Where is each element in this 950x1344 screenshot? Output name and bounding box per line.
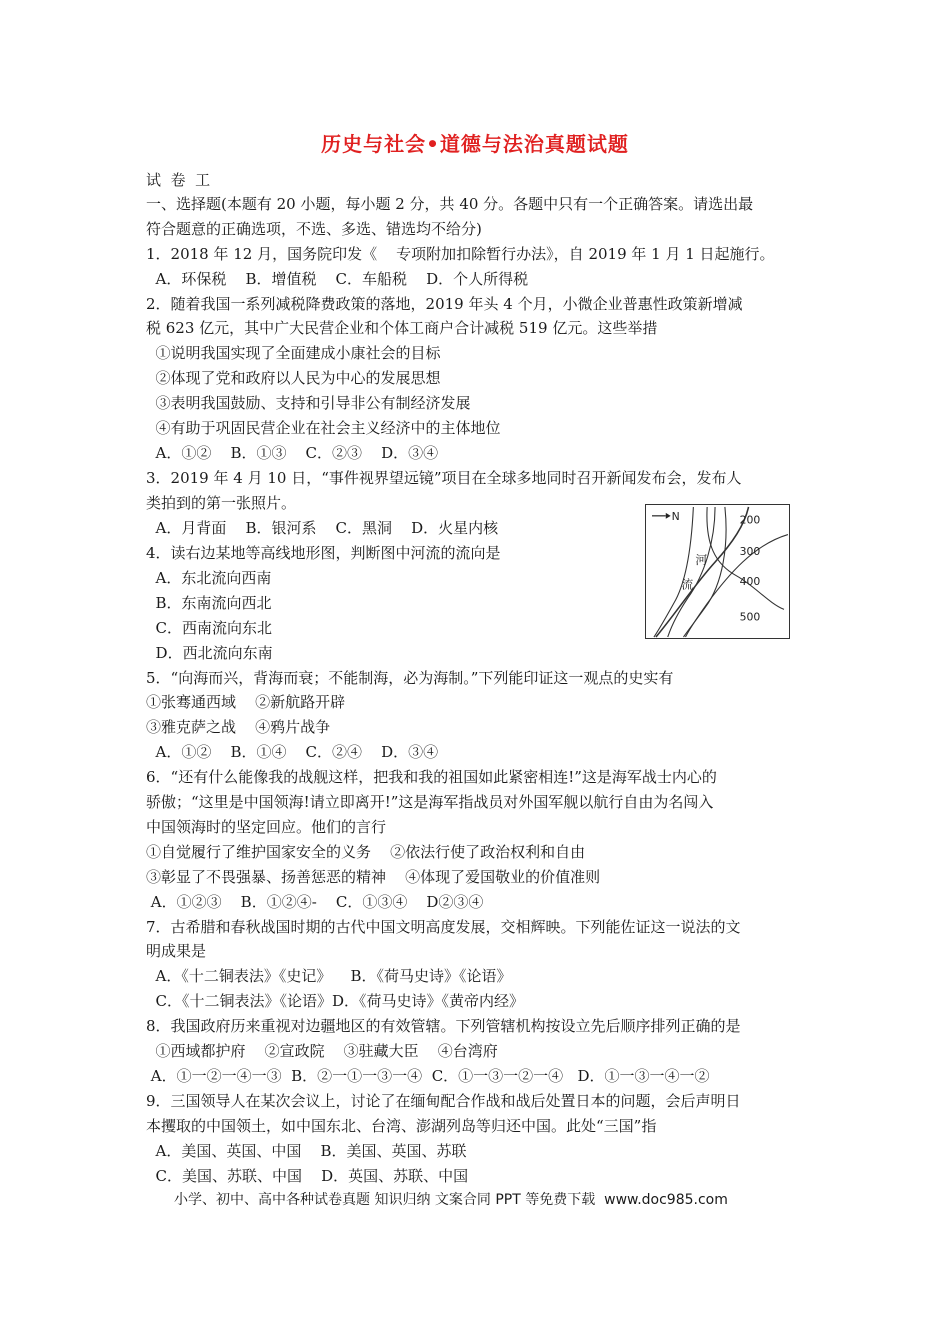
text-line: 试 卷 工	[146, 171, 211, 189]
text-line: 一、选择题(本题有 20 小题，每小题 2 分，共 40 分。各题中只有一个正确答案。请选出最	[146, 195, 754, 213]
text-line: 税 623 亿元，其中广大民营企业和个体工商户合计减税 519 亿元。这些举措	[146, 319, 658, 337]
contour-label-200: 200	[739, 513, 761, 527]
text-line: A．月背面 B．银河系 C．黑洞 D．火星内核	[146, 519, 499, 537]
text-line: ①自觉履行了维护国家安全的义务 ②依法行使了政治权利和自由	[146, 843, 586, 861]
text-line: A．①② B．①④ C．②④ D．③④	[146, 743, 439, 761]
text-line: ③雅克萨之战 ④鸦片战争	[146, 718, 331, 736]
river-char-1: 河	[695, 553, 708, 568]
page-footer: 小学、初中、高中各种试卷真题 知识归纳 文案合同 PPT 等免费下载 www.doc985.com	[174, 1192, 728, 1208]
north-label: N	[671, 509, 680, 523]
text-line: C．《十二铜表法》《论语》D．《荷马史诗》《黄帝内经》	[146, 992, 525, 1010]
text-line: 5．“向海而兴，背海而衰；不能制海，必为海制。”下列能印证这一观点的史实有	[146, 669, 674, 687]
text-line: ①张骞通西域 ②新航路开辟	[146, 693, 346, 711]
text-line: A．美国、英国、中国 B．美国、英国、苏联	[146, 1142, 467, 1160]
text-line: 1．2018 年 12 月，国务院印发《 专项附加扣除暂行办法》，自 2019 年 1 月 1 日起施行。	[146, 245, 775, 263]
text-line: 8．我国政府历来重视对边疆地区的有效管辖。下列管辖机构按设立先后顺序排列正确的是	[146, 1017, 741, 1035]
contour-line-300	[654, 507, 693, 637]
contour-label-500: 500	[739, 610, 761, 624]
text-line: ①说明我国实现了全面建成小康社会的目标	[146, 344, 441, 362]
text-line: 2．随着我国一系列减税降费政策的落地，2019 年头 4 个月，小微企业普惠性政策新增减	[146, 295, 743, 313]
text-line: A．《十二铜表法》《史记》 B．《荷马史诗》《论语》	[146, 967, 512, 985]
text-line: D．西北流向东南	[146, 644, 273, 662]
text-line: 本攫取的中国领土，如中国东北、台湾、澎湖列岛等归还中国。此处“三国”指	[146, 1117, 657, 1135]
text-line: ④有助于巩固民营企业在社会主义经济中的主体地位	[146, 419, 501, 437]
text-line: 6．“还有什么能像我的战舰这样，把我和我的祖国如此紧密相连!”这是海军战士内心的	[146, 768, 717, 786]
text-line: 骄傲；“这里是中国领海!请立即离开!”这是海军指战员对外国军舰以航行自由为名闯入	[146, 793, 714, 811]
text-line: 中国领海时的坚定回应。他们的言行	[146, 818, 387, 836]
text-line: 3．2019 年 4 月 10 日，“事件视界望远镜”项目在全球多地同时召开新闻发布会，发布人	[146, 469, 742, 487]
text-line: 符合题意的正确选项，不选、多选、错选均不给分)	[146, 220, 482, 238]
text-line: ③彰显了不畏强暴、扬善惩恶的精神 ④体现了爱国敬业的价值准则	[146, 868, 601, 886]
text-line: ③表明我国鼓励、支持和引导非公有制经济发展	[146, 394, 471, 412]
text-line: 4．读右边某地等高线地形图，判断图中河流的流向是	[146, 544, 501, 562]
contour-map-svg	[646, 505, 789, 638]
text-line: A．①一②一④一③ B．②一①一③一④ C．①一③一②一④ D．①一③一④一②	[146, 1067, 710, 1085]
page-title: 历史与社会•道德与法治真题试题	[321, 132, 629, 156]
contour-map	[645, 504, 790, 639]
text-line: 7．古希腊和春秋战国时期的古代中国文明高度发展，交相辉映。下列能佐证这一说法的文	[146, 918, 741, 936]
contour-line-extra	[685, 535, 787, 637]
text-line: B．东南流向西北	[146, 594, 272, 612]
text-line: 类拍到的第一张照片。	[146, 494, 297, 512]
contour-line-500	[681, 507, 727, 637]
text-line: C．西南流向东北	[146, 619, 273, 637]
text-line: ①西域都护府 ②宣政院 ③驻藏大臣 ④台湾府	[146, 1042, 498, 1060]
contour-line-400	[668, 507, 715, 637]
text-line: C．美国、苏联、中国 D．英国、苏联、中国	[146, 1167, 469, 1185]
text-line: A．环保税 B．增值税 C．车船税 D．个人所得税	[146, 270, 529, 288]
text-line: A．①②③ B．①②④- C．①③④ D②③④	[146, 893, 484, 911]
contour-label-400: 400	[739, 574, 761, 588]
text-line: A．东北流向西南	[146, 569, 272, 587]
contour-label-300: 300	[739, 545, 761, 559]
north-arrowhead-icon	[666, 513, 671, 519]
river-char-2: 流	[681, 577, 694, 592]
text-line: A．①② B．①③ C．②③ D．③④	[146, 444, 439, 462]
text-line: ②体现了党和政府以人民为中心的发展思想	[146, 369, 441, 387]
text-line: 明成果是	[146, 942, 207, 960]
text-line: 9．三国领导人在某次会议上，讨论了在缅甸配合作战和战后处置日本的问题，会后声明日	[146, 1092, 741, 1110]
